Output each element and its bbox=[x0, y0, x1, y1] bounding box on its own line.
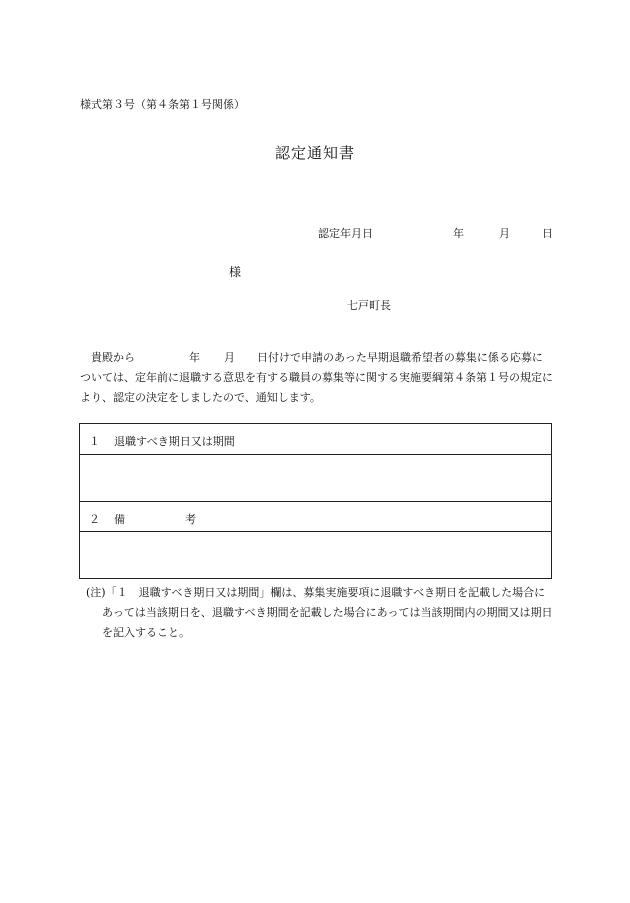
note-line-1: (注)「１ 退職すべき期日又は期間」欄は、募集実施要項に退職すべき期日を記載した場合に bbox=[86, 586, 546, 599]
row-title: 退職すべき期日又は期間 bbox=[114, 435, 235, 448]
document-title: 認定通知書 bbox=[274, 144, 355, 162]
body-paragraph-line-3: より、認定の決定をしましたので、通知します。 bbox=[80, 391, 321, 404]
issuer-name: 七戸町長 bbox=[347, 299, 391, 312]
body-paragraph-line-2: ついては、定年前に退職する意思を有する職員の募集等に関する実施要綱第４条第１号の規定に bbox=[80, 371, 553, 384]
note-line-3: を記入すること。 bbox=[102, 626, 190, 639]
body-suffix: 日付けで申請のあった早期退職希望者の募集に係る応募に bbox=[257, 351, 543, 364]
approval-date-label: 認定年月日 bbox=[318, 227, 373, 240]
approval-date-year-label: 年 bbox=[453, 227, 464, 240]
body-paragraph-line-1 bbox=[91, 348, 563, 368]
remarks-row-label bbox=[89, 511, 196, 527]
row-title-part: 備 bbox=[114, 513, 125, 526]
approval-date-month-label: 月 bbox=[499, 227, 510, 240]
note-line-2: あっては当該期日を、退職すべき期間を記載した場合にあっては当該期間内の期間又は期日 bbox=[102, 606, 553, 619]
body-year: 年 bbox=[189, 351, 200, 364]
form-table bbox=[79, 423, 552, 579]
row-number: １ bbox=[89, 435, 100, 448]
retirement-date-row-label bbox=[89, 433, 235, 449]
row-title-part: 考 bbox=[185, 513, 196, 526]
retirement-date-value-cell[interactable] bbox=[80, 455, 551, 501]
row-number: ２ bbox=[89, 513, 100, 526]
recipient-honorific: 様 bbox=[229, 265, 242, 279]
form-number: 様式第３号（第４条第１号関係） bbox=[80, 98, 245, 111]
table-divider bbox=[80, 501, 551, 502]
approval-date-day-label: 日 bbox=[542, 227, 553, 240]
body-month: 月 bbox=[224, 351, 235, 364]
remarks-value-cell[interactable] bbox=[80, 532, 551, 578]
body-prefix: 貴殿から bbox=[91, 351, 135, 364]
